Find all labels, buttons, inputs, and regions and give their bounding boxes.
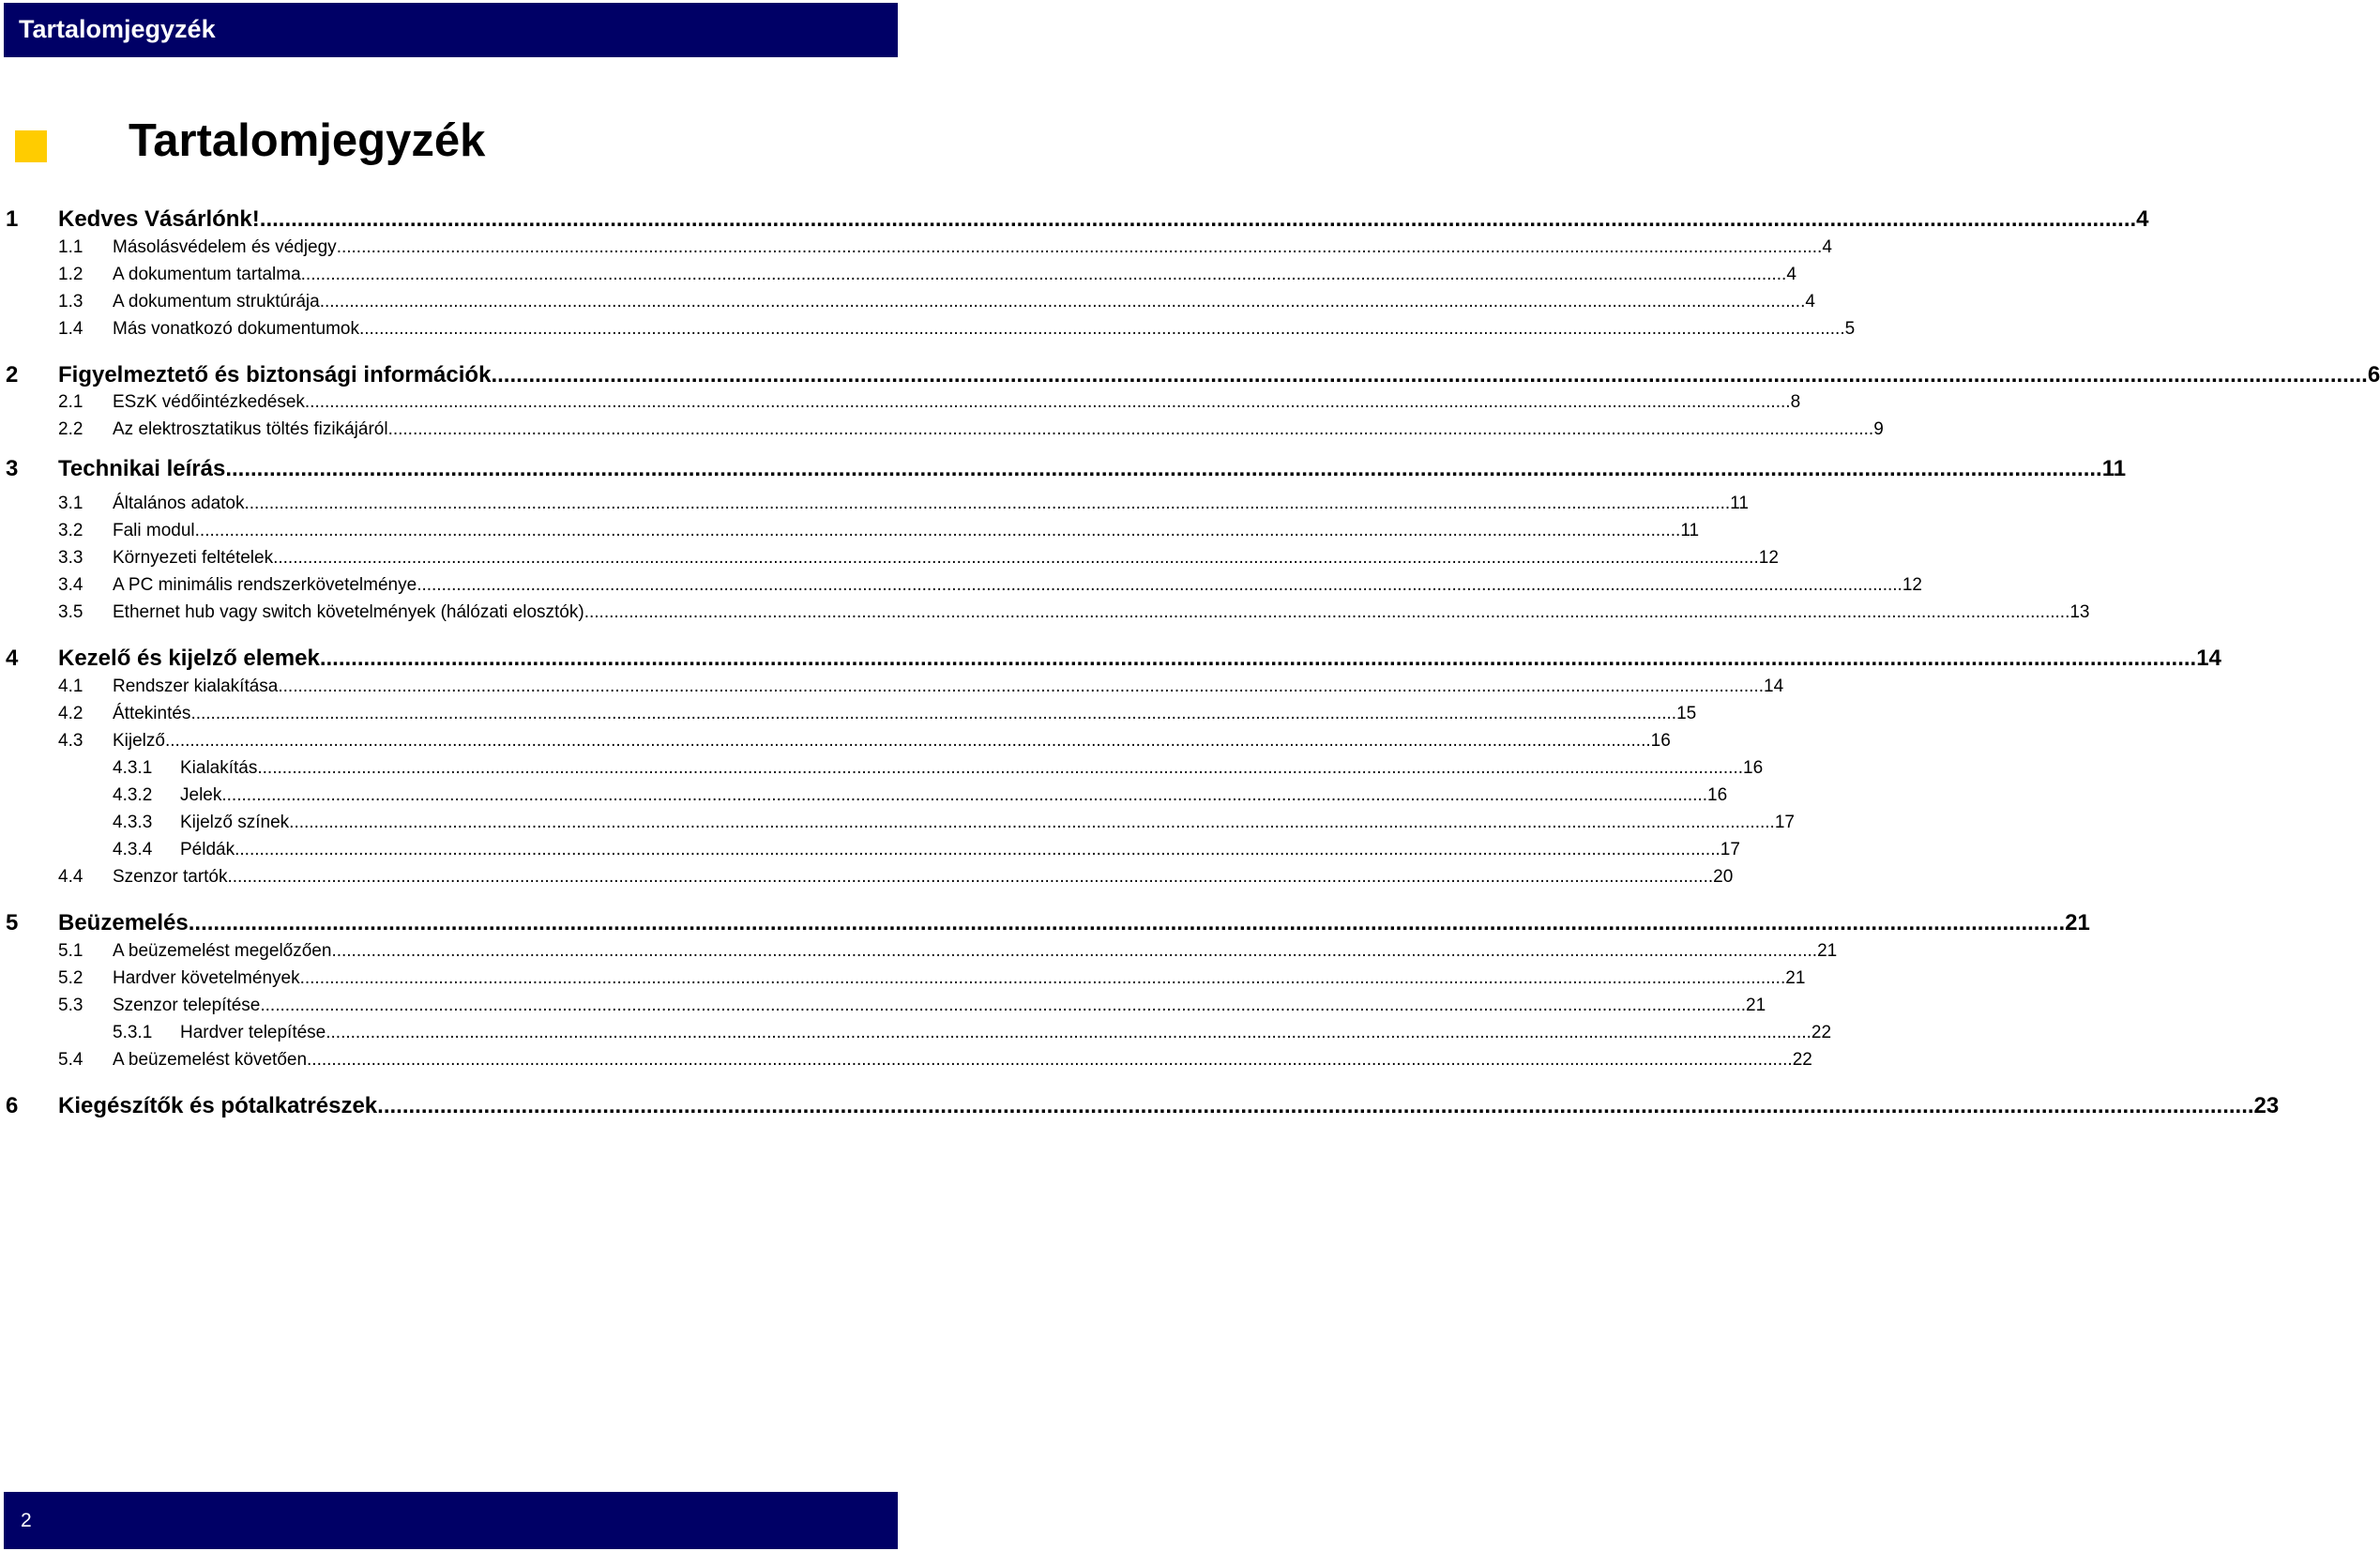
toc-entry-level-3[interactable] [0, 840, 1740, 866]
toc-entry-number: 1.3 [58, 292, 83, 312]
toc-entry-page: 4 [2136, 206, 2149, 232]
toc-dot-leader: ............................................................................................................................................................................................................................................................................................................ [259, 206, 2137, 232]
toc-entry-level-2[interactable] [0, 996, 1766, 1022]
footer-page-number: 2 [21, 1510, 32, 1531]
toc-entry-level-2[interactable] [0, 677, 1784, 703]
toc-entry-page: 21 [1746, 996, 1766, 1015]
toc-dot-leader: ............................................................................................................................................................................................................................................................................................................ [387, 419, 1874, 439]
toc-entry-title: Szenzor telepítése [113, 996, 261, 1015]
toc-entry-number: 3.3 [58, 548, 83, 568]
toc-entry-number: 4.4 [58, 867, 83, 887]
toc-entry-number: 4.3.1 [113, 758, 153, 778]
toc-entry-number: 1.1 [58, 237, 83, 257]
toc-dot-leader: ............................................................................................................................................................................................................................................................................................................ [225, 456, 2102, 481]
toc-dot-leader: ............................................................................................................................................................................................................................................................................................................ [227, 867, 1714, 887]
toc-entry-level-2[interactable] [0, 419, 1884, 446]
toc-entry-level-2[interactable] [0, 941, 1838, 967]
toc-entry-level-2[interactable] [0, 521, 1700, 547]
toc-entry-level-2[interactable] [0, 602, 2090, 629]
toc-entry-title: Más vonatkozó dokumentumok [113, 319, 359, 339]
toc-entry-page: 14 [2196, 646, 2221, 671]
toc-entry-page: 21 [1817, 941, 1838, 961]
toc-dot-leader: ............................................................................................................................................................................................................................................................................................................ [235, 840, 1721, 859]
toc-entry-level-2[interactable] [0, 237, 1832, 264]
toc-dot-leader: ............................................................................................................................................................................................................................................................................................................ [331, 941, 1818, 961]
toc-entry-page: 17 [1720, 840, 1740, 859]
footer-bar [4, 1492, 898, 1549]
toc-entry-page: 11 [1730, 494, 1749, 513]
toc-dot-leader: ............................................................................................................................................................................................................................................................................................................ [319, 292, 1806, 312]
toc-entry-page: 17 [1774, 813, 1795, 832]
toc-entry-number: 3 [6, 456, 19, 481]
toc-entry-title: A beüzemelést megelőzően [113, 941, 332, 961]
toc-entry-page: 21 [2065, 910, 2090, 935]
toc-entry-title: Kedves Vásárlónk! [58, 206, 260, 232]
toc-entry-title: A PC minimális rendszerkövetelménye [113, 575, 417, 595]
toc-entry-title: Környezeti feltételek [113, 548, 274, 568]
toc-entry-page: 9 [1873, 419, 1884, 439]
toc-entry-number: 1 [6, 206, 19, 232]
toc-entry-level-2[interactable] [0, 1050, 1812, 1076]
toc-entry-title: Figyelmeztető és biztonsági információk [58, 362, 492, 388]
toc-dot-leader: ............................................................................................................................................................................................................................................................................................................ [584, 602, 2070, 622]
toc-entry-level-2[interactable] [0, 319, 1856, 345]
toc-dot-leader: ............................................................................................................................................................................................................................................................................................................ [194, 521, 1681, 540]
toc-entry-level-2[interactable] [0, 575, 1922, 601]
toc-entry-page: 12 [1902, 575, 1922, 595]
toc-entry-page: 13 [2069, 602, 2090, 622]
toc-entry-number: 4.2 [58, 704, 83, 723]
toc-entry-level-1[interactable] [0, 1093, 2280, 1119]
toc-entry-number: 4.3.4 [113, 840, 153, 859]
toc-dot-leader: ............................................................................................................................................................................................................................................................................................................ [244, 494, 1731, 513]
toc-dot-leader: ............................................................................................................................................................................................................................................................................................................ [299, 968, 1786, 988]
toc-entry-number: 4 [6, 646, 19, 671]
toc-entry-title: Kiegészítők és pótalkatrészek [58, 1093, 378, 1118]
toc-entry-page: 22 [1792, 1050, 1812, 1070]
toc-entry-page: 11 [1680, 521, 1700, 540]
toc-entry-level-1[interactable] [0, 362, 2380, 388]
page-title: Tartalomjegyzék [129, 115, 486, 166]
toc-dot-leader: ............................................................................................................................................................................................................................................................................................................ [358, 319, 1845, 339]
toc-entry-level-3[interactable] [0, 813, 1795, 839]
toc-entry-number: 3.2 [58, 521, 83, 540]
toc-dot-leader: ............................................................................................................................................................................................................................................................................................................ [319, 646, 2197, 671]
toc-dot-leader: ............................................................................................................................................................................................................................................................................................................ [221, 785, 1708, 805]
toc-dot-leader: ............................................................................................................................................................................................................................................................................................................ [289, 813, 1775, 832]
toc-dot-leader: ............................................................................................................................................................................................................................................................................................................ [300, 265, 1787, 284]
toc-entry-title: A dokumentum struktúrája [113, 292, 320, 312]
toc-entry-number: 2 [6, 362, 19, 388]
toc-entry-level-2[interactable] [0, 731, 1671, 757]
toc-entry-title: Technikai leírás [58, 456, 226, 481]
toc-dot-leader: ............................................................................................................................................................................................................................................................................................................ [188, 910, 2066, 935]
toc-entry-title: A beüzemelést követően [113, 1050, 308, 1070]
toc-entry-page: 23 [2253, 1093, 2280, 1118]
toc-entry-level-2[interactable] [0, 265, 1796, 291]
toc-entry-level-2[interactable] [0, 392, 1801, 418]
toc-entry-title: Kezelő és kijelző elemek [58, 646, 320, 671]
toc-entry-level-1[interactable] [0, 206, 2149, 233]
toc-entry-title: Kialakítás [180, 758, 258, 778]
toc-entry-page: 16 [1707, 785, 1728, 805]
toc-entry-title: ESzK védőintézkedések [113, 392, 305, 412]
toc-dot-leader: ............................................................................................................................................................................................................................................................................................................ [307, 1050, 1793, 1070]
toc-dot-leader: ............................................................................................................................................................................................................................................................................................................ [164, 731, 1651, 751]
toc-entry-number: 6 [6, 1093, 19, 1118]
toc-entry-page: 16 [1650, 731, 1671, 751]
toc-dot-leader: ............................................................................................................................................................................................................................................................................................................ [377, 1093, 2254, 1118]
toc-entry-level-3[interactable] [0, 785, 1728, 812]
toc-dot-leader: ............................................................................................................................................................................................................................................................................................................ [491, 362, 2368, 388]
toc-dot-leader: ............................................................................................................................................................................................................................................................................................................ [304, 392, 1791, 412]
toc-entry-level-1[interactable] [0, 646, 2221, 672]
toc-entry-number: 2.1 [58, 392, 83, 412]
toc-entry-number: 5.3 [58, 996, 83, 1015]
header-title: Tartalomjegyzék [19, 15, 216, 43]
toc-entry-number: 5.2 [58, 968, 83, 988]
toc-dot-leader: ............................................................................................................................................................................................................................................................................................................ [190, 704, 1677, 723]
toc-entry-title: Áttekintés [113, 704, 191, 723]
toc-entry-title: A dokumentum tartalma [113, 265, 301, 284]
toc-entry-number: 5 [6, 910, 19, 935]
toc-entry-level-2[interactable] [0, 548, 1779, 574]
toc-entry-title: Hardver telepítése [180, 1023, 326, 1042]
toc-entry-number: 4.3.3 [113, 813, 153, 832]
toc-entry-page: 16 [1743, 758, 1764, 778]
toc-entry-level-3[interactable] [0, 1023, 1832, 1049]
toc-entry-title: Kijelző színek [180, 813, 290, 832]
toc-entry-page: 4 [1805, 292, 1815, 312]
toc-entry-page: 14 [1764, 677, 1784, 696]
toc-entry-title: Beüzemelés [58, 910, 189, 935]
toc-entry-title: Jelek [180, 785, 222, 805]
toc-entry-title: Szenzor tartók [113, 867, 228, 887]
toc-entry-page: 20 [1713, 867, 1734, 887]
toc-entry-page: 22 [1811, 1023, 1832, 1042]
toc-entry-title: Példák [180, 840, 235, 859]
toc-entry-number: 3.1 [58, 494, 83, 513]
toc-entry-level-3[interactable] [0, 758, 1764, 784]
toc-entry-page: 12 [1758, 548, 1779, 568]
toc-entry-number: 1.4 [58, 319, 83, 339]
toc-dot-leader: ............................................................................................................................................................................................................................................................................................................ [336, 237, 1823, 257]
toc-entry-title: Kijelző [113, 731, 165, 751]
toc-entry-level-2[interactable] [0, 494, 1749, 520]
toc-entry-level-2[interactable] [0, 704, 1697, 730]
toc-entry-number: 4.1 [58, 677, 83, 696]
toc-entry-page: 21 [1785, 968, 1806, 988]
toc-entry-page: 5 [1844, 319, 1856, 339]
toc-entry-page: 11 [2101, 456, 2127, 481]
toc-dot-leader: ............................................................................................................................................................................................................................................................................................................ [326, 1023, 1812, 1042]
toc-entry-number: 4.3.2 [113, 785, 153, 805]
toc-entry-title: Másolásvédelem és védjegy [113, 237, 337, 257]
toc-entry-level-1[interactable] [0, 456, 2127, 482]
toc-entry-number: 5.4 [58, 1050, 83, 1070]
toc-entry-title: Ethernet hub vagy switch követelmények (hálózati elosztók) [113, 602, 584, 622]
toc-entry-page: 8 [1790, 392, 1801, 412]
toc-entry-number: 5.3.1 [113, 1023, 153, 1042]
toc-entry-number: 1.2 [58, 265, 83, 284]
toc-entry-number: 3.4 [58, 575, 83, 595]
toc-entry-level-1[interactable] [0, 910, 2090, 936]
toc-dot-leader: ............................................................................................................................................................................................................................................................................................................ [417, 575, 1902, 595]
toc-entry-title: Fali modul [113, 521, 195, 540]
toc-entry-page: 4 [1822, 237, 1832, 257]
toc-entry-title: Rendszer kialakítása [113, 677, 279, 696]
toc-dot-leader: ............................................................................................................................................................................................................................................................................................................ [273, 548, 1759, 568]
toc-entry-number: 2.2 [58, 419, 83, 439]
toc-dot-leader: ............................................................................................................................................................................................................................................................................................................ [257, 758, 1744, 778]
toc-dot-leader: ............................................................................................................................................................................................................................................................................................................ [260, 996, 1747, 1015]
toc-entry-number: 3.5 [58, 602, 83, 622]
toc-entry-level-2[interactable] [0, 867, 1734, 893]
toc-entry-page: 15 [1676, 704, 1697, 723]
toc-entry-level-2[interactable] [0, 292, 1815, 318]
toc-dot-leader: ............................................................................................................................................................................................................................................................................................................ [278, 677, 1765, 696]
toc-entry-title: Hardver követelmények [113, 968, 300, 988]
toc-entry-page: 6 [2367, 362, 2380, 388]
toc-entry-title: Az elektrosztatikus töltés fizikájáról [113, 419, 388, 439]
toc-entry-number: 4.3 [58, 731, 83, 751]
toc-entry-page: 4 [1786, 265, 1796, 284]
toc-entry-title: Általános adatok [113, 494, 245, 513]
toc-entry-number: 5.1 [58, 941, 83, 961]
toc-entry-level-2[interactable] [0, 968, 1806, 995]
